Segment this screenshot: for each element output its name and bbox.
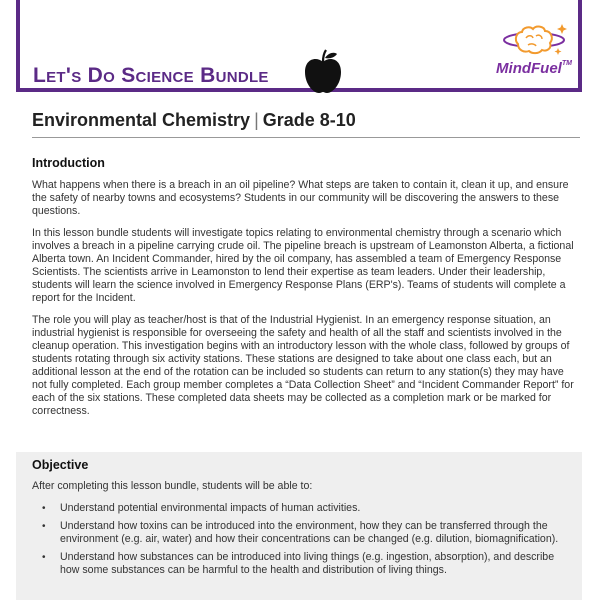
intro-paragraph-1: What happens when there is a breach in an oil pipeline? What steps are taken to contain it, clean it up, and ensure the safety of nearby towns and ecosystems? Students in our community will be discovering the answers to these questions.: [32, 179, 569, 217]
objective-item: [32, 551, 566, 577]
objective-section: [16, 452, 582, 600]
bundle-title-text: Let's Do Science Bundle: [33, 64, 269, 87]
grade-level: Grade 8-10: [262, 110, 356, 130]
bullet-icon: •: [42, 552, 46, 563]
objective-item: [32, 502, 566, 515]
brand-tm: TM: [561, 60, 572, 67]
doc-title-text: Environmental Chemistry: [32, 110, 251, 130]
intro-paragraph-3: The role you will play as teacher/host is that of the Industrial Hygienist. In an emergency response situation, an industrial hygienist is responsible for overseeing the safety and health of all the staff and scientists involved in the cleanup operation. This investigation begins with an introductory lesson with the whole class, followed by groups of students rotating through six activity stations. These stations are designed to take about one class each, but an additional lesson at the end of the rotation can be included so students can return to any station(s) they may have not fully completed. Each group member completes a “Data Collection Sheet” and “Incident Commander Report” for each of the six stations. These completed data sheets may be collected as a completion mark or be marked for correctness.: [32, 314, 574, 417]
intro-paragraph-2: In this lesson bundle students will investigate topics relating to environmental chemistry through a scenario which involves a breach in a pipeline carrying crude oil. The pipeline breach is upstream of Leamonston Alberta, a fictional Alberta town. An Incident Commander, hired by the oil company, has assembled a team of Emergency Response Scientists. The scientists arrive in Leamonston to lend their expertise as team leaders. Under their leadership, students will learn the science involved in Emergency Response Plans (ERP's). Teams of students will complete a report for the Incident.: [32, 227, 574, 304]
bullet-icon: •: [42, 503, 46, 514]
page-title: [32, 110, 356, 131]
objective-item-text: Understand how toxins can be introduced into the environment, how they can be transferred through the environment (e.g. air, water) and how their concentrations can be changed (e.g. dilution, biomagnification).: [60, 520, 559, 545]
brand-logo: [492, 60, 576, 77]
brand-name: MindFuel: [496, 60, 562, 77]
title-separator: |: [254, 110, 259, 130]
bundle-title: [33, 64, 273, 88]
objective-lead: After completing this lesson bundle, students will be able to:: [32, 480, 313, 492]
objective-item-text: Understand how substances can be introduced into living things (e.g. ingestion, absorption), and describe how some substances can be harmful to the health and distribution of living things.: [60, 551, 555, 576]
bullet-icon: •: [42, 521, 46, 532]
title-divider: [32, 137, 580, 138]
objective-item-text: Understand potential environmental impacts of human activities.: [60, 502, 361, 514]
introduction-section: [32, 156, 580, 427]
objective-heading: Objective: [32, 458, 89, 472]
apple-icon: [302, 48, 344, 94]
introduction-heading: Introduction: [32, 156, 105, 170]
objective-item: [32, 520, 566, 546]
objective-list: [32, 502, 566, 577]
